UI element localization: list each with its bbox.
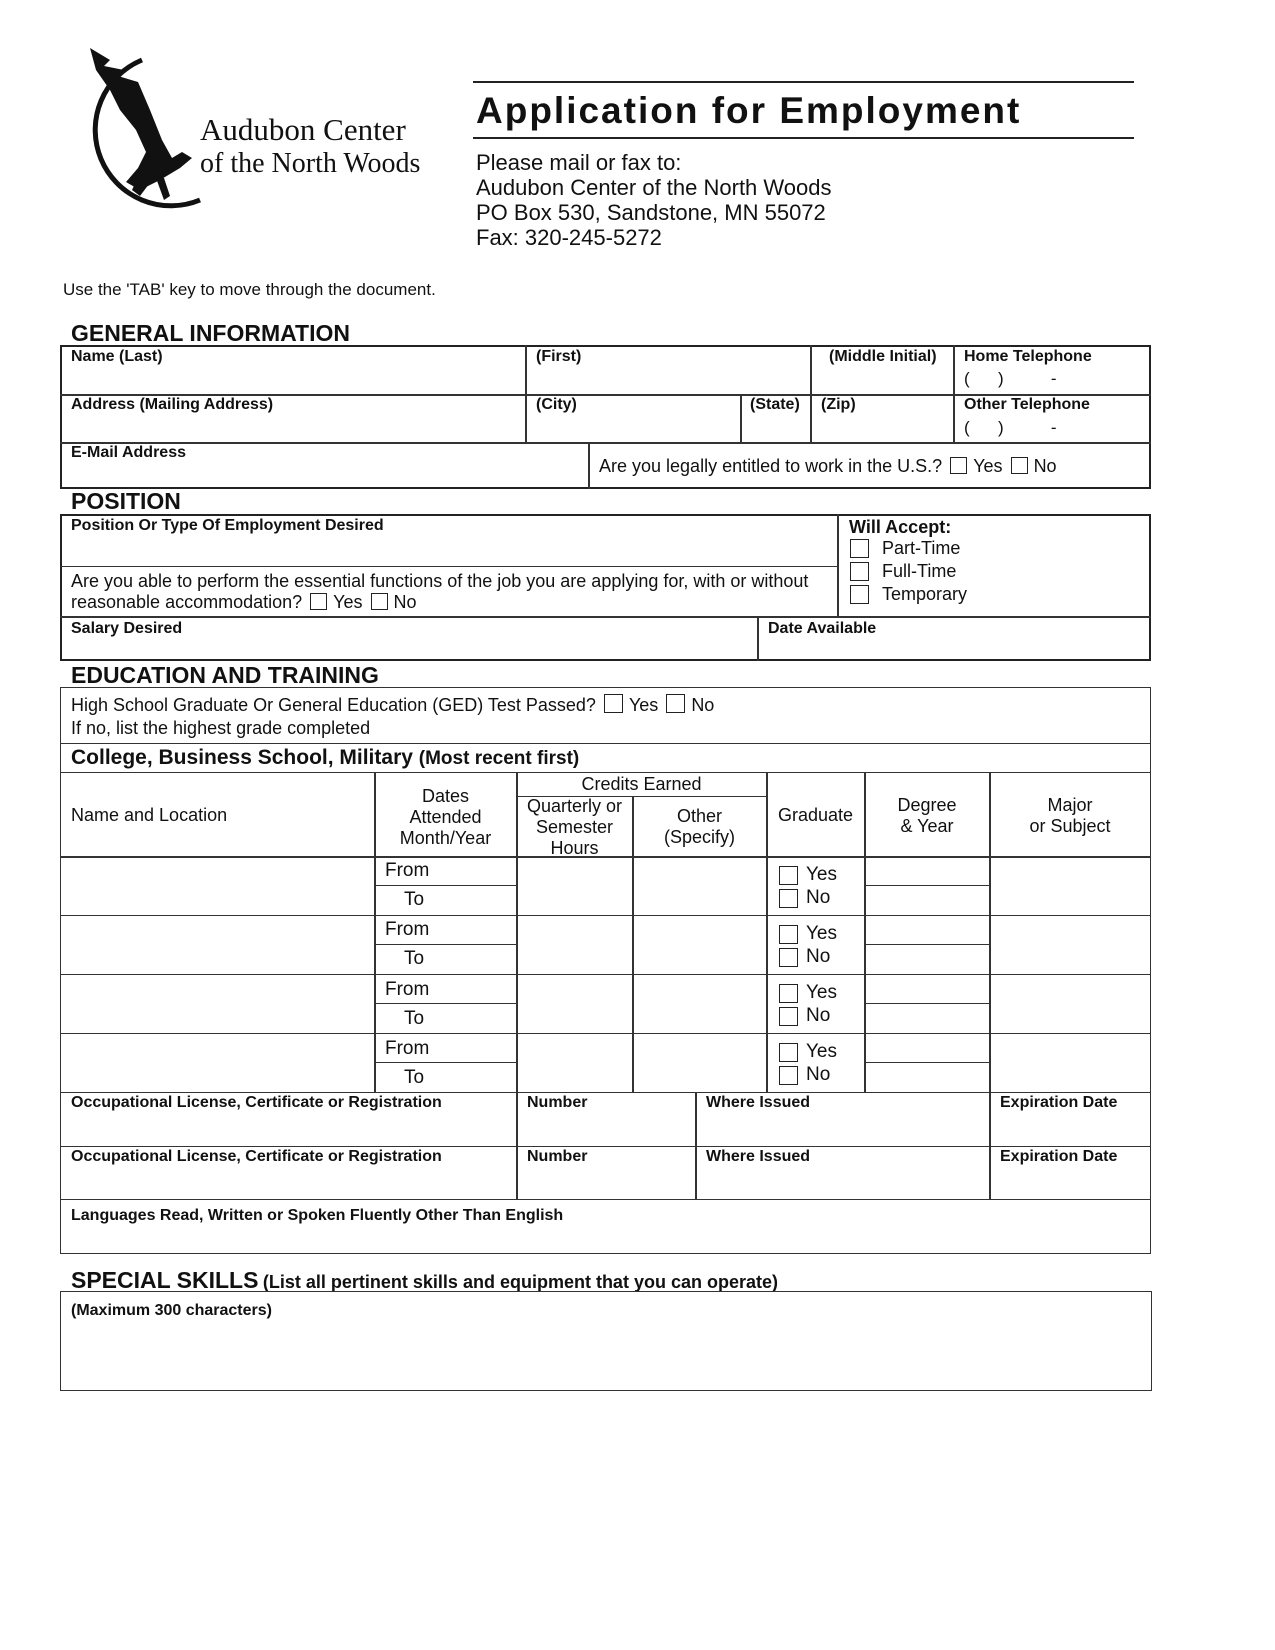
no-label: No	[806, 1005, 831, 1026]
expiration-date-field[interactable]: Expiration Date	[1000, 1148, 1118, 1165]
row-divider	[864, 885, 989, 886]
middle-initial-field[interactable]: (Middle Initial)	[829, 348, 937, 365]
city-field[interactable]: (City)	[536, 396, 577, 413]
row-divider	[60, 974, 1151, 975]
row-divider	[864, 1003, 989, 1004]
header-line: Hours	[550, 838, 599, 858]
section-general: GENERAL INFORMATION	[71, 320, 350, 346]
from-label[interactable]: From	[385, 919, 430, 940]
to-label[interactable]: To	[404, 889, 425, 910]
graduate-no-checkbox[interactable]	[779, 889, 798, 908]
to-label[interactable]: To	[404, 1008, 425, 1029]
col-divider	[837, 514, 839, 617]
first-name-field[interactable]: (First)	[536, 348, 582, 365]
max-characters-note: (Maximum 300 characters)	[71, 1302, 272, 1319]
tab-instruction: Use the 'TAB' key to move through the document.	[63, 280, 436, 299]
other-telephone-field[interactable]: Other Telephone	[964, 396, 1090, 413]
license-number-field[interactable]: Number	[527, 1094, 588, 1111]
row-divider	[60, 442, 1151, 444]
part-time-checkbox[interactable]	[850, 539, 869, 558]
row-divider	[60, 915, 1151, 916]
full-time-checkbox[interactable]	[850, 562, 869, 581]
col-graduate: Graduate	[777, 805, 854, 825]
yes-label: Yes	[333, 592, 363, 612]
col-divider	[810, 345, 812, 443]
graduate-yes-checkbox[interactable]	[779, 1043, 798, 1062]
row-divider	[374, 1062, 516, 1063]
legal-yes-checkbox[interactable]	[950, 457, 967, 474]
license-field[interactable]: Occupational License, Certificate or Registration	[71, 1094, 442, 1111]
section-special-skills	[71, 1267, 778, 1294]
essential-functions-question: Are you able to perform the essential functions of the job you are applying for, with or without	[71, 571, 809, 591]
row-divider	[60, 743, 1151, 744]
college-heading-note: (Most recent first)	[418, 748, 580, 769]
home-phone-mask: ( ) -	[964, 369, 1057, 388]
no-label: No	[806, 887, 831, 908]
hs-no-checkbox[interactable]	[666, 694, 685, 713]
yes-label: Yes	[806, 982, 837, 1003]
col-major-subject	[990, 795, 1150, 837]
mail-address	[476, 150, 831, 250]
row-divider	[60, 1033, 1151, 1034]
legal-no-checkbox[interactable]	[1011, 457, 1028, 474]
row-divider	[864, 1062, 989, 1063]
license-number-field[interactable]: Number	[527, 1148, 588, 1165]
from-label[interactable]: From	[385, 979, 430, 1000]
highest-grade-note: If no, list the highest grade completed	[71, 718, 371, 738]
graduate-no-checkbox[interactable]	[779, 1007, 798, 1026]
high-school-label: High School Graduate Or General Education (GED) Test Passed?	[71, 695, 596, 715]
page-title: Application for Employment	[476, 90, 1022, 131]
accommodation-no-checkbox[interactable]	[371, 593, 388, 610]
college-heading-text: College, Business School, Military	[71, 746, 413, 769]
no-label: No	[691, 695, 715, 715]
date-available-field[interactable]: Date Available	[768, 620, 877, 637]
mail-line: Please mail or fax to:	[476, 150, 682, 175]
yes-label: Yes	[806, 923, 837, 944]
will-accept-label: Will Accept:	[849, 517, 952, 537]
graduate-no-checkbox[interactable]	[779, 948, 798, 967]
email-field[interactable]: E-Mail Address	[71, 444, 186, 461]
graduate-yes-checkbox[interactable]	[779, 984, 798, 1003]
expiration-date-field[interactable]: Expiration Date	[1000, 1094, 1118, 1111]
col-credits-earned: Credits Earned	[581, 774, 702, 794]
temporary-label: Temporary	[882, 584, 968, 604]
zip-field[interactable]: (Zip)	[821, 396, 856, 413]
col-other-specify	[633, 806, 766, 848]
from-label[interactable]: From	[385, 1038, 430, 1059]
mail-line: Fax: 320-245-5272	[476, 225, 662, 250]
address-field[interactable]: Address (Mailing Address)	[71, 396, 274, 413]
row-divider	[60, 566, 837, 567]
hs-yes-checkbox[interactable]	[604, 694, 623, 713]
home-telephone-field[interactable]: Home Telephone	[964, 348, 1092, 365]
row-divider	[374, 1003, 516, 1004]
where-issued-field[interactable]: Where Issued	[706, 1148, 811, 1165]
logo-line1: Audubon Center	[200, 112, 406, 147]
to-label[interactable]: To	[404, 948, 425, 969]
header-line: Month/Year	[399, 828, 492, 848]
row-divider	[374, 944, 516, 945]
header-line: Quarterly or	[526, 796, 623, 816]
legal-work-question	[599, 456, 1057, 477]
yes-label: Yes	[806, 1041, 837, 1062]
col-divider	[740, 394, 742, 443]
graduate-yes-checkbox[interactable]	[779, 866, 798, 885]
row-divider	[60, 1199, 1151, 1200]
section-position: POSITION	[71, 488, 181, 514]
col-divider	[953, 345, 955, 443]
full-time-label: Full-Time	[882, 561, 957, 581]
title-rule-bottom	[473, 137, 1134, 139]
graduate-no-checkbox[interactable]	[779, 1066, 798, 1085]
col-name-location: Name and Location	[71, 805, 228, 825]
graduate-yes-checkbox[interactable]	[779, 925, 798, 944]
row-divider	[60, 616, 1151, 618]
state-field[interactable]: (State)	[750, 396, 800, 413]
no-label: No	[1033, 456, 1057, 476]
yes-label: Yes	[973, 456, 1003, 476]
header-line: Other	[676, 806, 723, 826]
license-field[interactable]: Occupational License, Certificate or Registration	[71, 1148, 442, 1165]
legal-work-label: Are you legally entitled to work in the U.S.?	[599, 456, 943, 476]
header-line: (Specify)	[663, 827, 735, 847]
no-label: No	[393, 592, 417, 612]
col-dates-attended	[375, 786, 516, 849]
mail-line: PO Box 530, Sandstone, MN 55072	[476, 200, 826, 225]
row-divider	[60, 772, 1151, 773]
salary-desired-field[interactable]: Salary Desired	[71, 620, 183, 637]
logo-line2: of the North Woods	[200, 148, 421, 179]
mail-line: Audubon Center of the North Woods	[476, 175, 832, 200]
to-label[interactable]: To	[404, 1067, 425, 1088]
part-time-label: Part-Time	[882, 538, 961, 558]
header-line: & Year	[900, 816, 954, 836]
no-label: No	[806, 946, 831, 967]
yes-label: Yes	[628, 695, 659, 715]
college-heading	[71, 746, 579, 770]
languages-field[interactable]: Languages Read, Written or Spoken Fluently Other Than English	[71, 1207, 564, 1224]
yes-label: Yes	[806, 864, 837, 885]
name-last-field[interactable]: Name (Last)	[71, 348, 163, 365]
header-line: Degree	[897, 795, 957, 815]
position-desired-field[interactable]: Position Or Type Of Employment Desired	[71, 517, 384, 534]
col-divider	[525, 345, 527, 443]
skills-heading-note: (List all pertinent skills and equipment that you can operate)	[262, 1272, 778, 1292]
row-divider	[374, 885, 516, 886]
accommodation-label: reasonable accommodation?	[71, 592, 303, 612]
col-divider	[588, 442, 590, 489]
other-phone-mask: ( ) -	[964, 418, 1057, 437]
temporary-checkbox[interactable]	[850, 585, 869, 604]
accommodation-question	[71, 592, 417, 613]
header-line: Attended	[409, 807, 482, 827]
row-divider	[60, 1092, 1151, 1093]
high-school-question	[71, 694, 714, 716]
where-issued-field[interactable]: Where Issued	[706, 1094, 811, 1111]
row-divider	[60, 1146, 1151, 1147]
title-rule-top	[473, 81, 1134, 83]
header-line: Semester	[535, 817, 614, 837]
col-divider	[757, 616, 759, 661]
from-label[interactable]: From	[385, 860, 430, 881]
osprey-logo-icon	[80, 40, 220, 230]
skills-heading: SPECIAL SKILLS	[71, 1267, 259, 1293]
col-degree-year	[865, 795, 989, 837]
row-divider	[864, 944, 989, 945]
col-quarterly	[517, 796, 632, 859]
section-education: EDUCATION AND TRAINING	[71, 662, 379, 688]
header-line: Dates	[421, 786, 470, 806]
header-line: Major	[1047, 795, 1093, 815]
header-line: or Subject	[1029, 816, 1111, 836]
accommodation-yes-checkbox[interactable]	[310, 593, 327, 610]
no-label: No	[806, 1064, 831, 1085]
